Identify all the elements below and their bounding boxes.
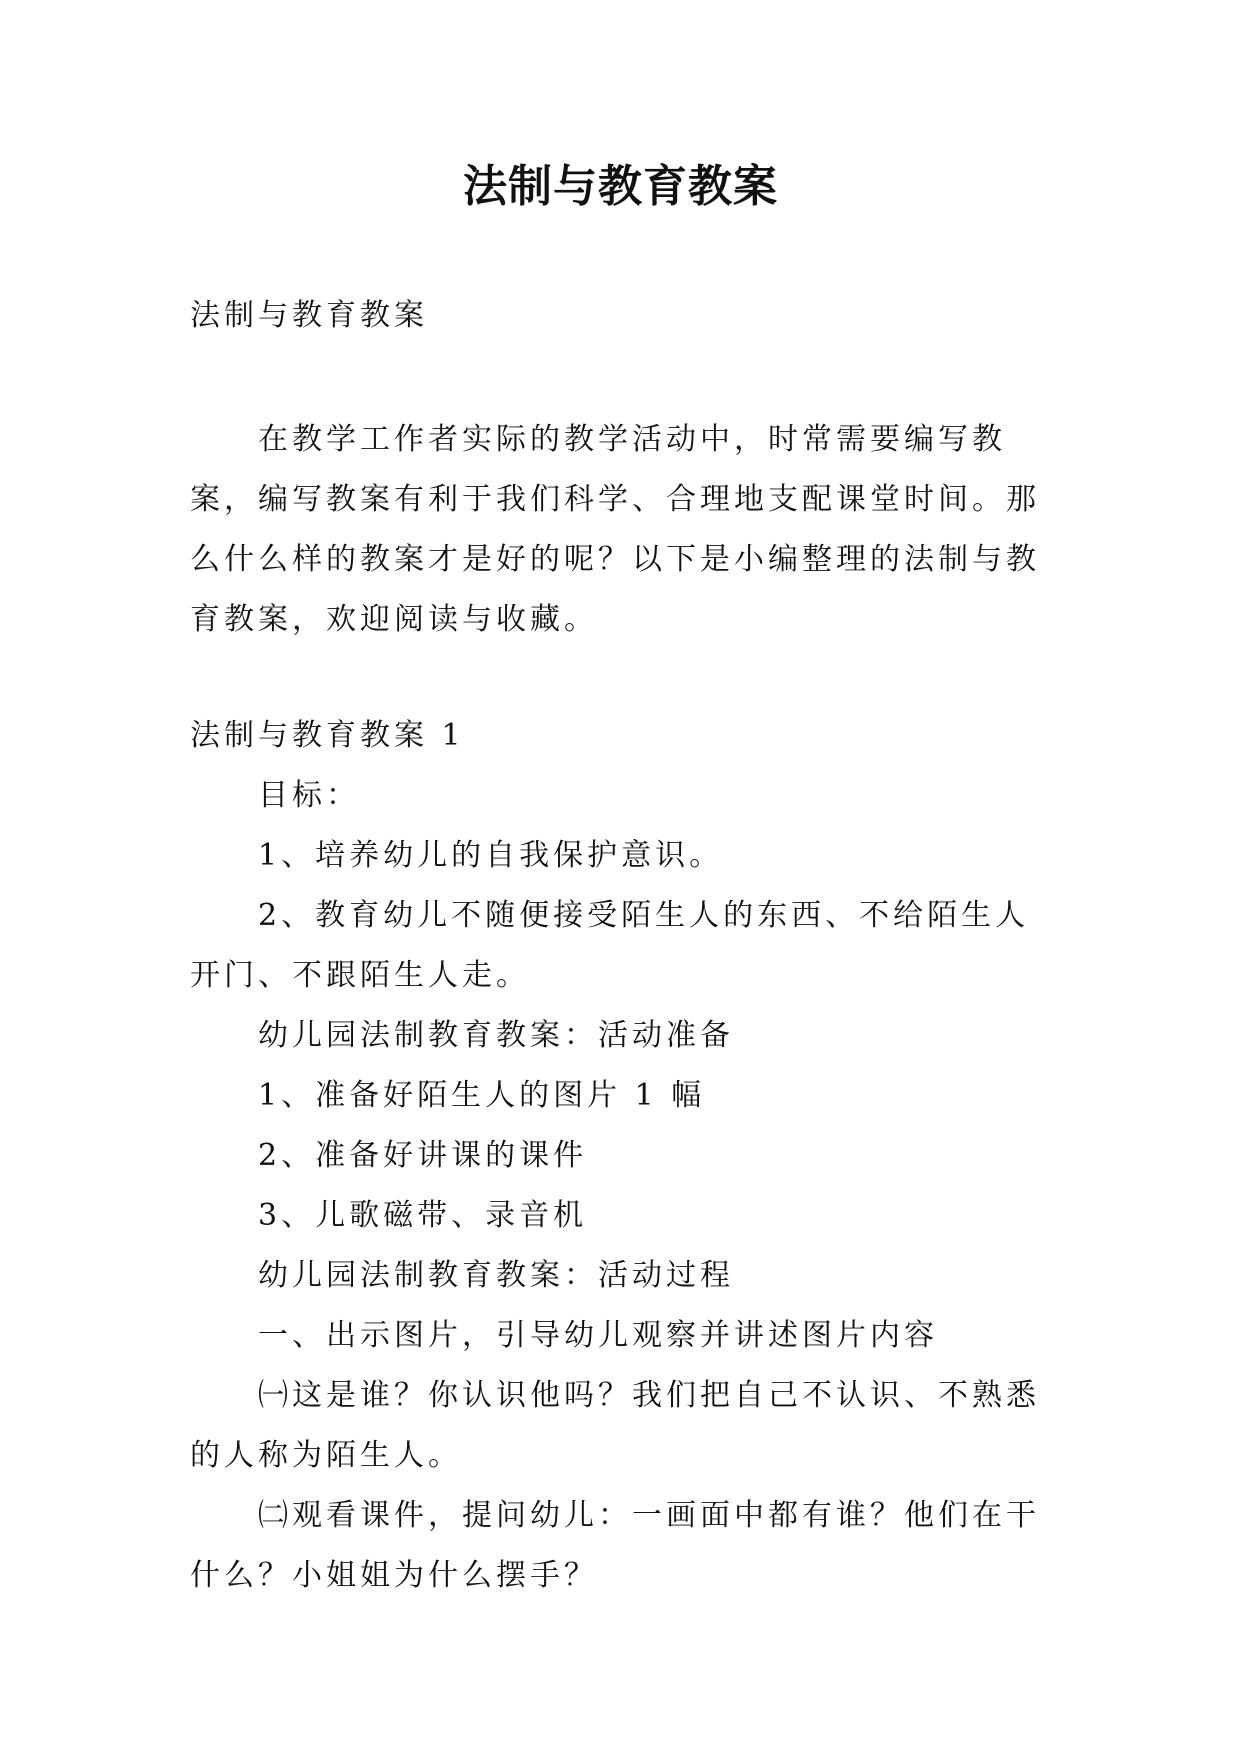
paragraph-preparation-1: 1、准备好陌生人的图片 1 幅 [258,1078,706,1113]
paragraph-process-item-2: ㈡观看课件，提问幼儿：一画面中都有谁？他们在干什么？小姐姐为什么摆手？ [190,1498,1040,1593]
paragraph-goal-2: 2、教育幼儿不随便接受陌生人的东西、不给陌生人开门、不跟陌生人走。 [190,898,1030,993]
section-heading: 法制与教育教案 1 [190,718,465,753]
paragraph-process-step-1: 一、出示图片，引导幼儿观察并讲述图片内容 [258,1318,938,1353]
document-title: 法制与教育教案 [463,161,778,212]
document-subtitle: 法制与教育教案 [190,298,428,333]
paragraph-process-item-1: ㈠这是谁？你认识他吗？我们把自己不认识、不熟悉的人称为陌生人。 [190,1378,1040,1473]
lesson-section [190,706,1060,1606]
paragraph-goal-1: 1、培养幼儿的自我保护意识。 [258,838,724,873]
paragraph-process-heading: 幼儿园法制教育教案：活动过程 [258,1258,734,1293]
intro-paragraph: 在教学工作者实际的教学活动中，时常需要编写教案，编写教案有利于我们科学、合理地支配课堂时间。那么什么样的教案才是好的呢？以下是小编整理的法制与教育教案，欢迎阅读与收藏。 [190,422,1040,637]
paragraph-goal-label: 目标： [258,778,360,813]
paragraph-preparation-2: 2、准备好讲课的课件 [258,1138,588,1173]
paragraph-preparation-3: 3、儿歌磁带、录音机 [258,1198,588,1233]
paragraph-preparation-heading: 幼儿园法制教育教案：活动准备 [258,1018,734,1053]
